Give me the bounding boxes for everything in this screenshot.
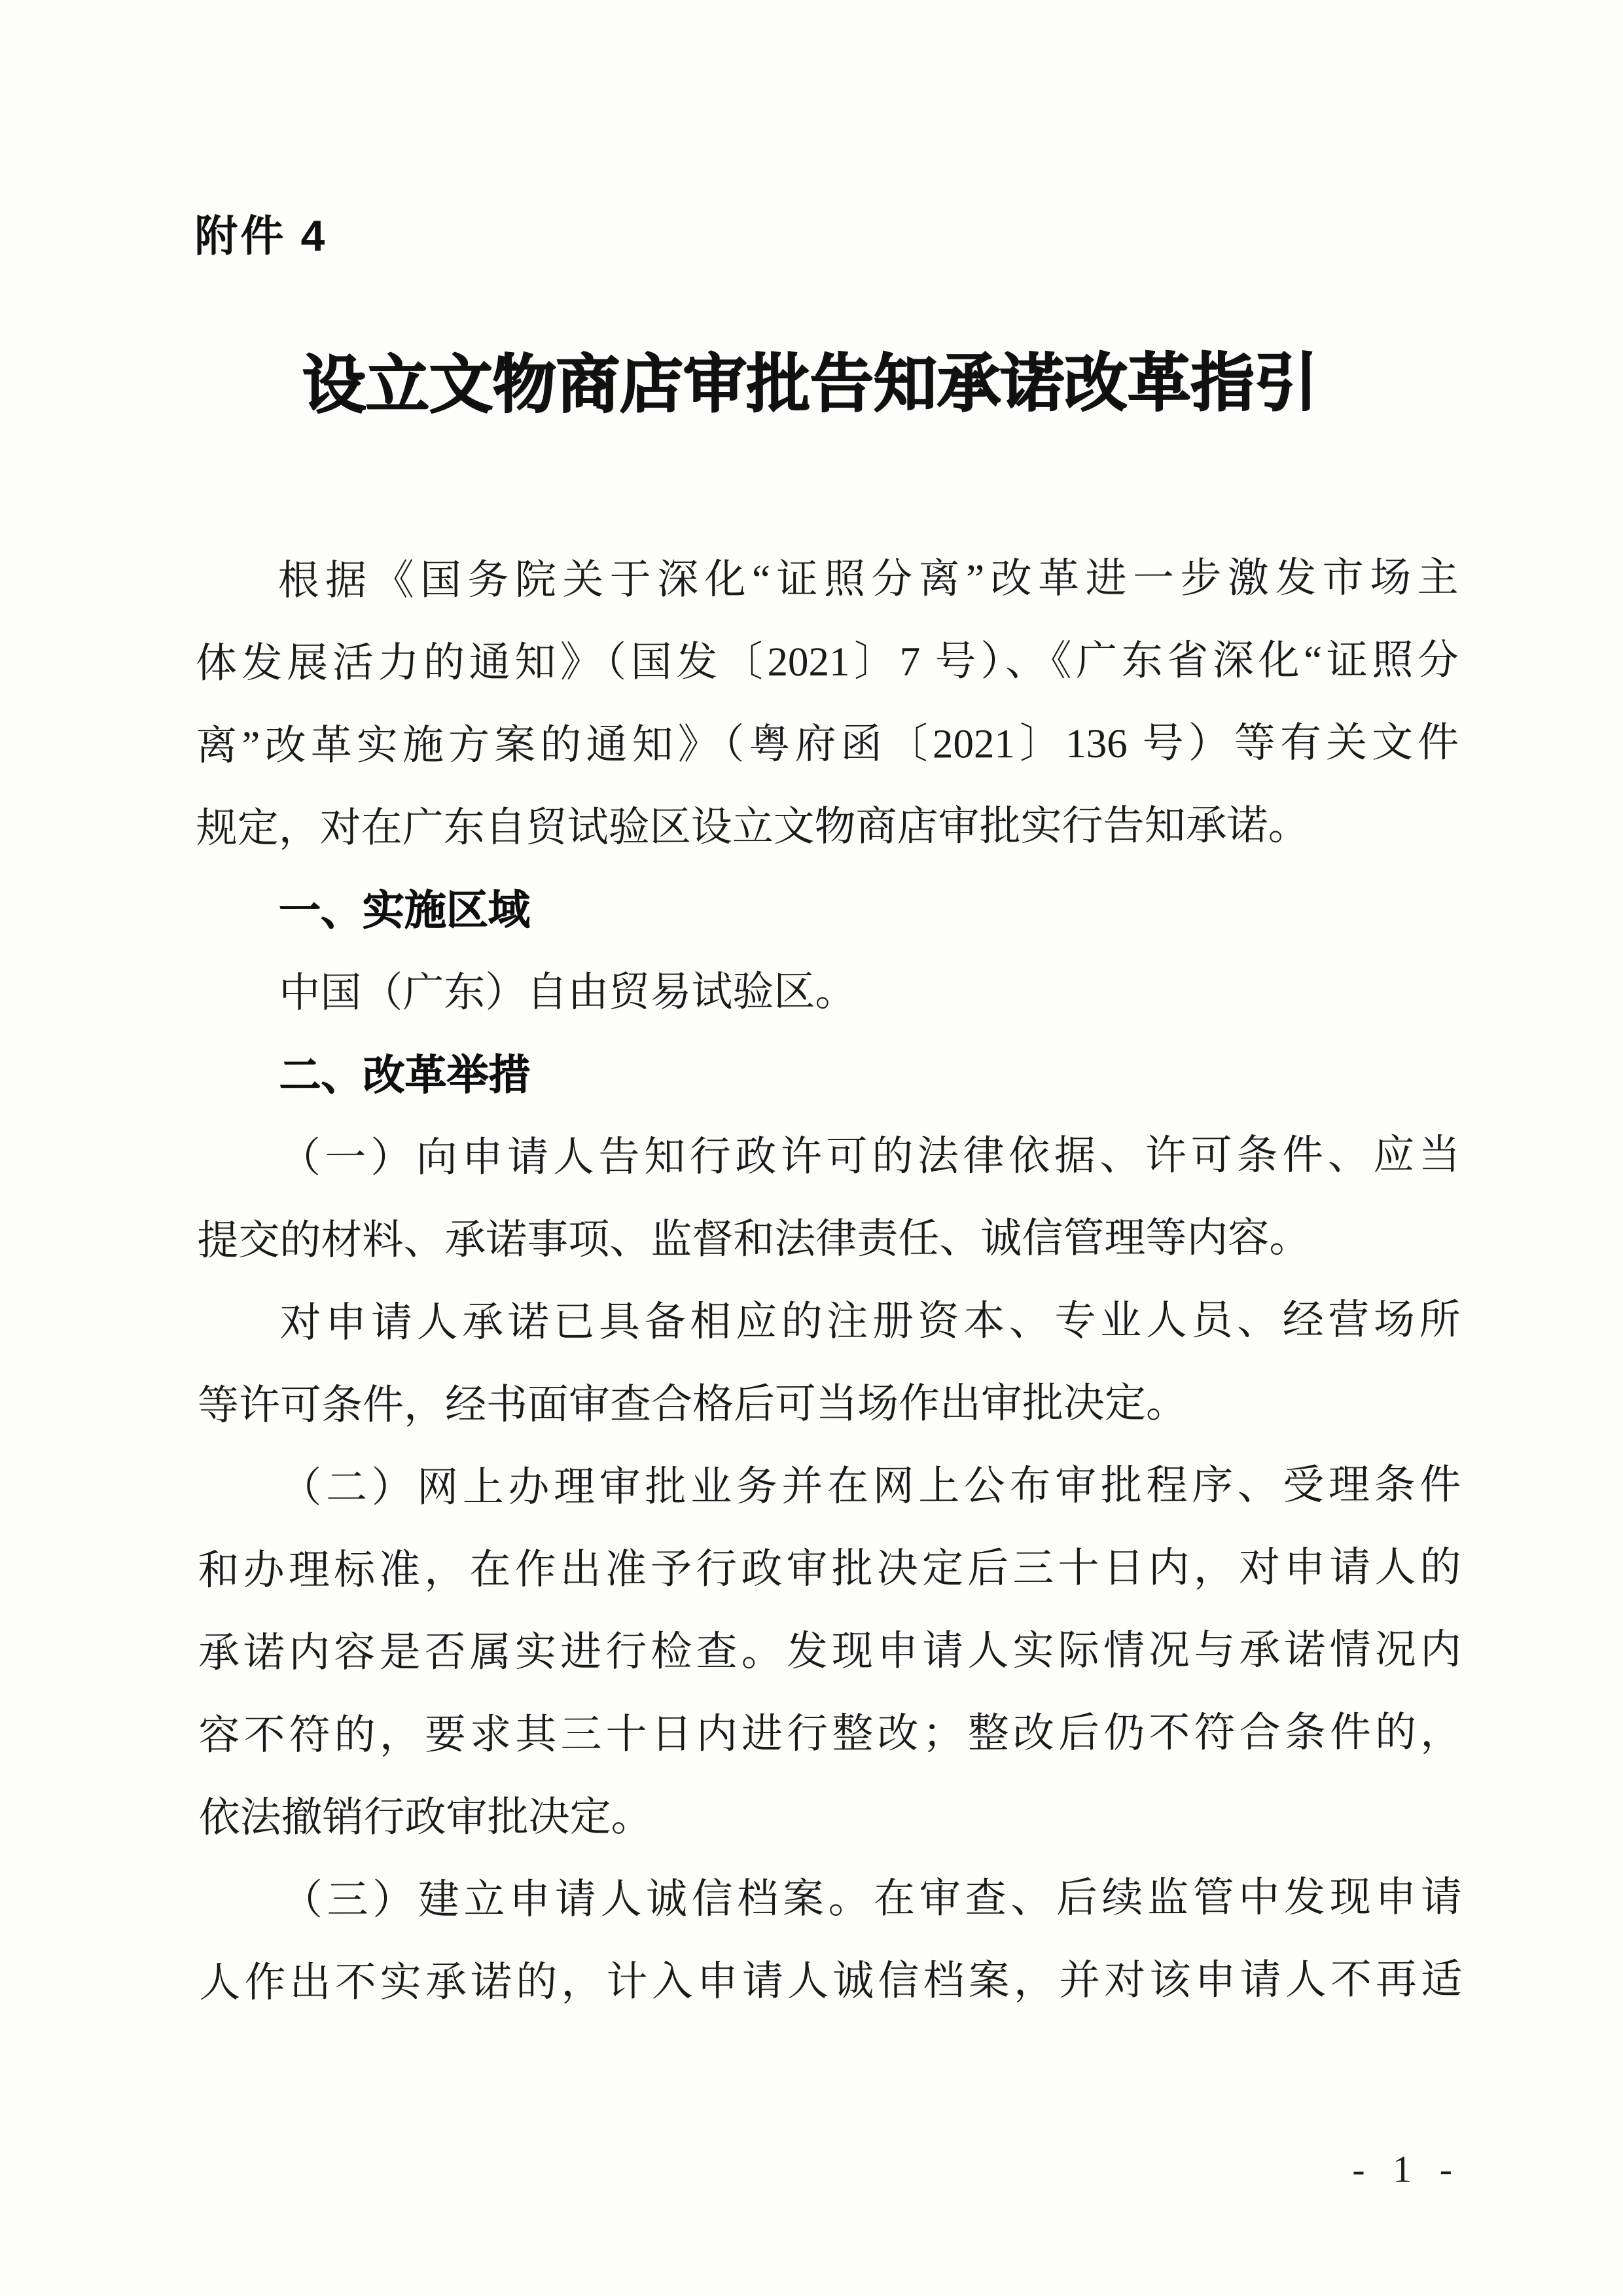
text-line: （三）建立申请人诚信档案。在审查、后续监管中发现申请 (281, 1874, 1463, 1924)
section-heading: 二、改革举措 (279, 1051, 531, 1100)
text-line: 人作出不实承诺的，计入申请人诚信档案，并对该申请人不再适 (199, 1956, 1463, 2006)
text-line: 中国（广东）自由贸易试验区。 (279, 968, 857, 1016)
text-line: 规定，对在广东自贸试验区设立文物商店审批实行告知承诺。 (196, 802, 1310, 852)
page-number: - 1 - (1352, 2147, 1462, 2191)
text-line: 根据《国务院关于深化“证照分离”改革进一步激发市场主 (277, 554, 1459, 604)
document-title: 设立文物商店审批告知承诺改革指引 (302, 348, 1319, 422)
paragraph (197, 1278, 1461, 1446)
attachment-label: 附件 4 (194, 211, 328, 260)
text-line: 对申请人承诺已具备相应的注册资本、专业人员、经营场所 (279, 1297, 1461, 1346)
text-line: （一）向申请人告知行政许可的法律依据、许可条件、应当 (279, 1132, 1461, 1181)
text-line: 等许可条件，经书面审查合格后可当场作出审批决定。 (197, 1380, 1188, 1429)
text-line: 容不符的，要求其三十日内进行整改；整改后仍不符合条件的， (198, 1709, 1462, 1759)
text-line: 和办理标准，在作出准予行政审批决定后三十日内，对申请人的 (198, 1544, 1461, 1594)
section-heading: 一、实施区域 (278, 886, 531, 935)
text-line: （二）网上办理审批业务并在网上公布审批程序、受理条件 (280, 1462, 1461, 1511)
paragraph (196, 948, 1459, 1034)
paragraph (198, 1443, 1462, 1859)
text-line: 离”改革实施方案的通知》（粤府函〔2021〕136 号）等有关文件 (196, 719, 1459, 769)
text-line: 承诺内容是否属实进行检查。发现申请人实际情况与承诺情况内 (198, 1626, 1462, 1676)
text-line: 依法撤销行政审批决定。 (198, 1793, 652, 1841)
paragraph (195, 536, 1459, 869)
paragraph (197, 1113, 1461, 1282)
paragraph (199, 1856, 1463, 2024)
document-body (195, 536, 1462, 2024)
text-line: 体发展活力的通知》（国发〔2021〕7 号）、《广东省深化“证照分 (195, 637, 1459, 687)
text-line: 提交的材料、承诺事项、监督和法律责任、诚信管理等内容。 (197, 1215, 1311, 1264)
